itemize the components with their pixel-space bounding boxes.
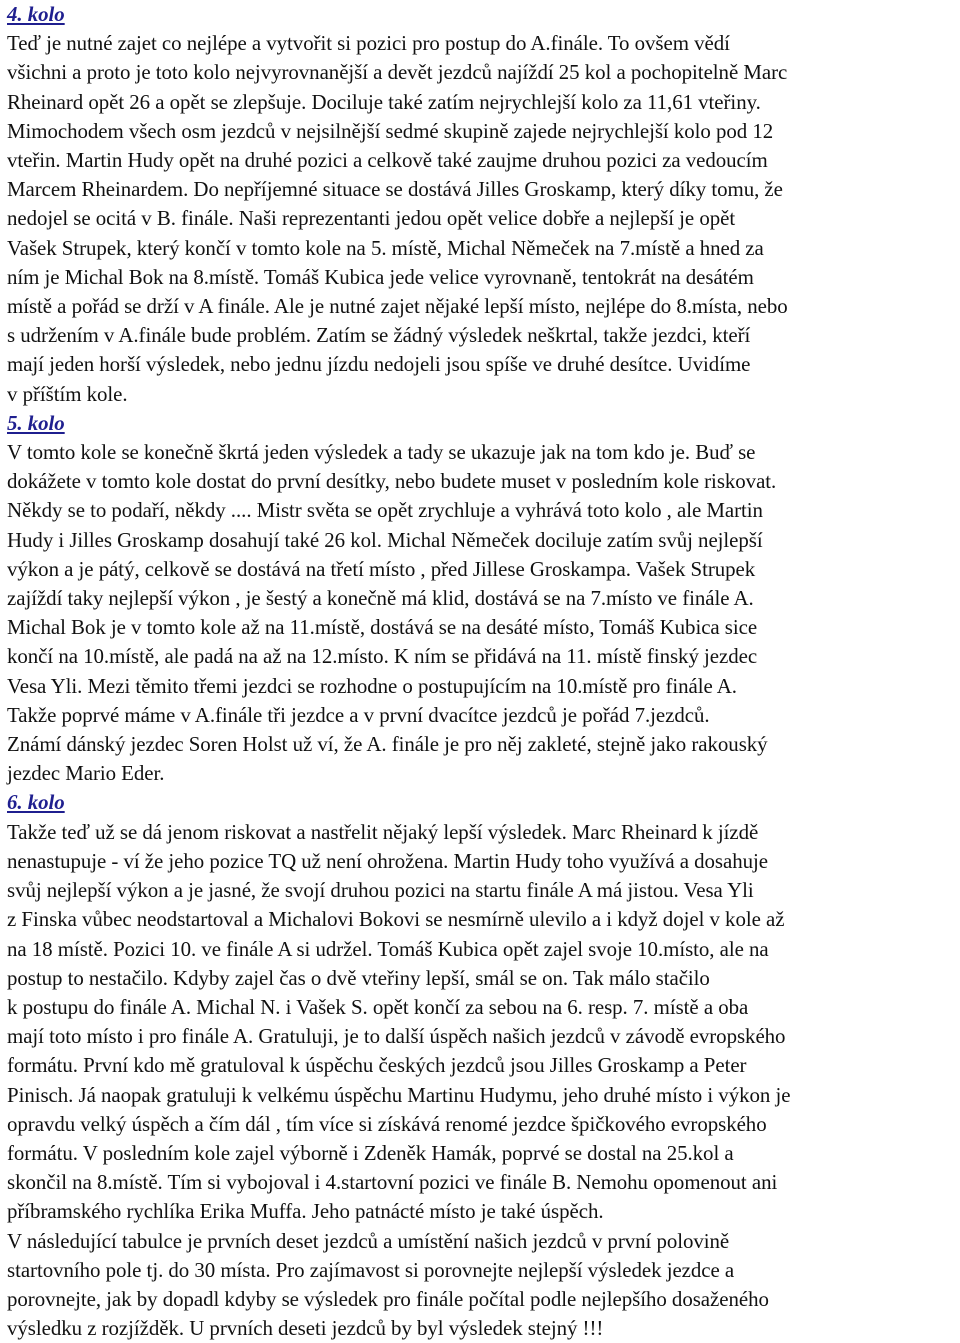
paragraph-line: mají toto místo i pro finále A. Gratuluji, je to další úspěch našich jezdců v závodě evropského: [7, 1024, 786, 1049]
document-page: [7, 0, 957, 1343]
paragraph-line: porovnejte, jak by dopadl kdyby se výsledek pro finále počítal podle nejlepšího dosaženého: [7, 1286, 769, 1311]
paragraph-line: ním je Michal Bok na 8.místě. Tomáš Kubica jede velice vyrovnaně, tentokrát na desátém: [7, 264, 754, 289]
paragraph-line: formátu. V posledním kole zajel výborně i Zdeněk Hamák, poprvé se dostal na 25.kol a: [7, 1140, 734, 1165]
section-round-4: [7, 0, 957, 409]
paragraph-line: Známí dánský jezdec Soren Holst už ví, že A. finále je pro něj zakleté, stejně jako rakouský: [7, 732, 768, 757]
paragraph-line: na 18 místě. Pozici 10. ve finále A si udržel. Tomáš Kubica opět zajel svoje 10.místo, ale na: [7, 936, 769, 961]
paragraph-line: skončil na 8.místě. Tím si vybojoval i 4.startovní pozici ve finále B. Nemohu opomenout ani: [7, 1170, 778, 1195]
paragraph-line: v příštím kole.: [7, 381, 128, 406]
paragraph-line: formátu. První kdo mě gratuloval k úspěchu českých jezdců jsou Jilles Groskamp a Peter: [7, 1053, 747, 1078]
paragraph-line: příbramského rychlíka Erika Muffa. Jeho patnácté místo je také úspěch.: [7, 1199, 604, 1224]
paragraph-line: všichni a proto je toto kolo nejvyrovnanější a devět jezdců najíždí 25 kol a pochopitelně Marc: [7, 60, 788, 85]
paragraph-line: místě a pořád se drží v A finále. Ale je nutné zajet nějaké lepší místo, nejlépe do 8.místa, nebo: [7, 294, 788, 319]
paragraph-line: s udržením v A.finále bude problém. Zatím se žádný výsledek neškrtal, takže jezdci, kteří: [7, 323, 751, 348]
paragraph-line: nedojel se ocitá v B. finále. Naši reprezentanti jedou opět velice dobře a nejlepší je opět: [7, 206, 736, 231]
paragraph-line: výkon a je pátý, celkově se dostává na třetí místo , před Jillese Groskampa. Vašek Strupek: [7, 556, 756, 581]
section-heading: 6. kolo: [7, 790, 65, 815]
paragraph-line: V následující tabulce je prvních deset jezdců a umístění našich jezdců v první polovině: [7, 1228, 730, 1253]
paragraph-line: Hudy i Jilles Groskamp dosahují také 26 kol. Michal Němeček dociluje zatím svůj nejlepší: [7, 527, 763, 552]
paragraph-line: opravdu velký úspěch a čím dál , tím více si získává renomé jezdce špičkového evropského: [7, 1111, 767, 1136]
paragraph-line: postup to nestačilo. Kdyby zajel čas o dvě vteřiny lepší, smál se on. Tak málo stačilo: [7, 965, 710, 990]
paragraph-line: z Finska vůbec neodstartoval a Michalovi Bokovi se nesmírně ulevilo a i když dojel v kole až: [7, 907, 785, 932]
section-heading: 4. kolo: [7, 2, 65, 26]
section-heading: 5. kolo: [7, 410, 65, 435]
paragraph-line: končí na 10.místě, ale padá na až na 12.místo. K ním se přidává na 11. místě finský jezdec: [7, 644, 758, 669]
paragraph-line: jezdec Mario Eder.: [7, 761, 165, 786]
paragraph-line: nenastupuje - ví že jeho pozice TQ už není ohrožena. Martin Hudy toho využívá a dosahuje: [7, 848, 768, 873]
section-round-6: [7, 788, 957, 1343]
paragraph-line: V tomto kole se konečně škrtá jeden výsledek a tady se ukazuje jak na tom kdo je. Buď se: [7, 440, 756, 465]
paragraph-line: Mimochodem všech osm jezdců v nejsilnější sedmé skupině zajede nejrychlejší kolo pod 12: [7, 118, 774, 143]
paragraph-line: startovního pole tj. do 30 místa. Pro zajímavost si porovnejte nejlepší výsledek jezdce a: [7, 1257, 735, 1282]
paragraph-line: svůj nejlepší výkon a je jasné, že svojí druhou pozici na startu finále A má jistou. Vesa Yli: [7, 878, 754, 903]
paragraph-line: Pinisch. Já naopak gratuluji k velkému úspěchu Martinu Hudymu, jeho druhé místo i výkon je: [7, 1082, 791, 1107]
paragraph-line: Vašek Strupek, který končí v tomto kole na 5. místě, Michal Němeček na 7.místě a hned za: [7, 235, 764, 260]
paragraph-line: Vesa Yli. Mezi těmito třemi jezdci se rozhodne o postupujícím na 10.místě pro finále A.: [7, 673, 737, 698]
paragraph-line: Rheinard opět 26 a opět se zlepšuje. Dociluje také zatím nejrychlejší kolo za 11,61 vteřiny.: [7, 89, 761, 114]
paragraph-line: Michal Bok je v tomto kole až na 11.místě, dostává se na desáté místo, Tomáš Kubica sice: [7, 615, 758, 640]
paragraph-line: zajíždí taky nejlepší výkon , je šestý a konečně má klid, dostává se na 7.místo ve finále A.: [7, 586, 754, 611]
paragraph-line: Takže teď už se dá jenom riskovat a nastřelit nějaký lepší výsledek. Marc Rheinard k jízdě: [7, 819, 759, 844]
section-round-5: [7, 409, 957, 789]
paragraph-line: Někdy se to podaří, někdy .... Mistr světa se opět zrychluje a vyhrává toto kolo , ale Martin: [7, 498, 763, 523]
paragraph-line: výsledku z rozjížděk. U prvních deseti jezdců by byl výsledek stejný !!!: [7, 1316, 604, 1341]
paragraph-line: Marcem Rheinardem. Do nepříjemné situace se dostává Jilles Groskamp, který díky tomu, že: [7, 177, 783, 202]
paragraph-line: mají jeden horší výsledek, nebo jednu jízdu nedojeli jsou spíše ve druhé desítce. Uvidíme: [7, 352, 751, 377]
paragraph-line: Takže poprvé máme v A.finále tři jezdce a v první dvacítce jezdců je pořád 7.jezdců.: [7, 702, 710, 727]
paragraph-line: vteřin. Martin Hudy opět na druhé pozici a celkově také zaujme druhou pozici za vedoucím: [7, 148, 768, 173]
paragraph-line: k postupu do finále A. Michal N. i Vašek S. opět končí za sebou na 6. resp. 7. místě a oba: [7, 994, 749, 1019]
paragraph-line: Teď je nutné zajet co nejlépe a vytvořit si pozici pro postup do A.finále. To ovšem vědí: [7, 31, 730, 56]
paragraph-line: dokážete v tomto kole dostat do první desítky, nebo budete muset v posledním kole riskovat.: [7, 469, 777, 494]
